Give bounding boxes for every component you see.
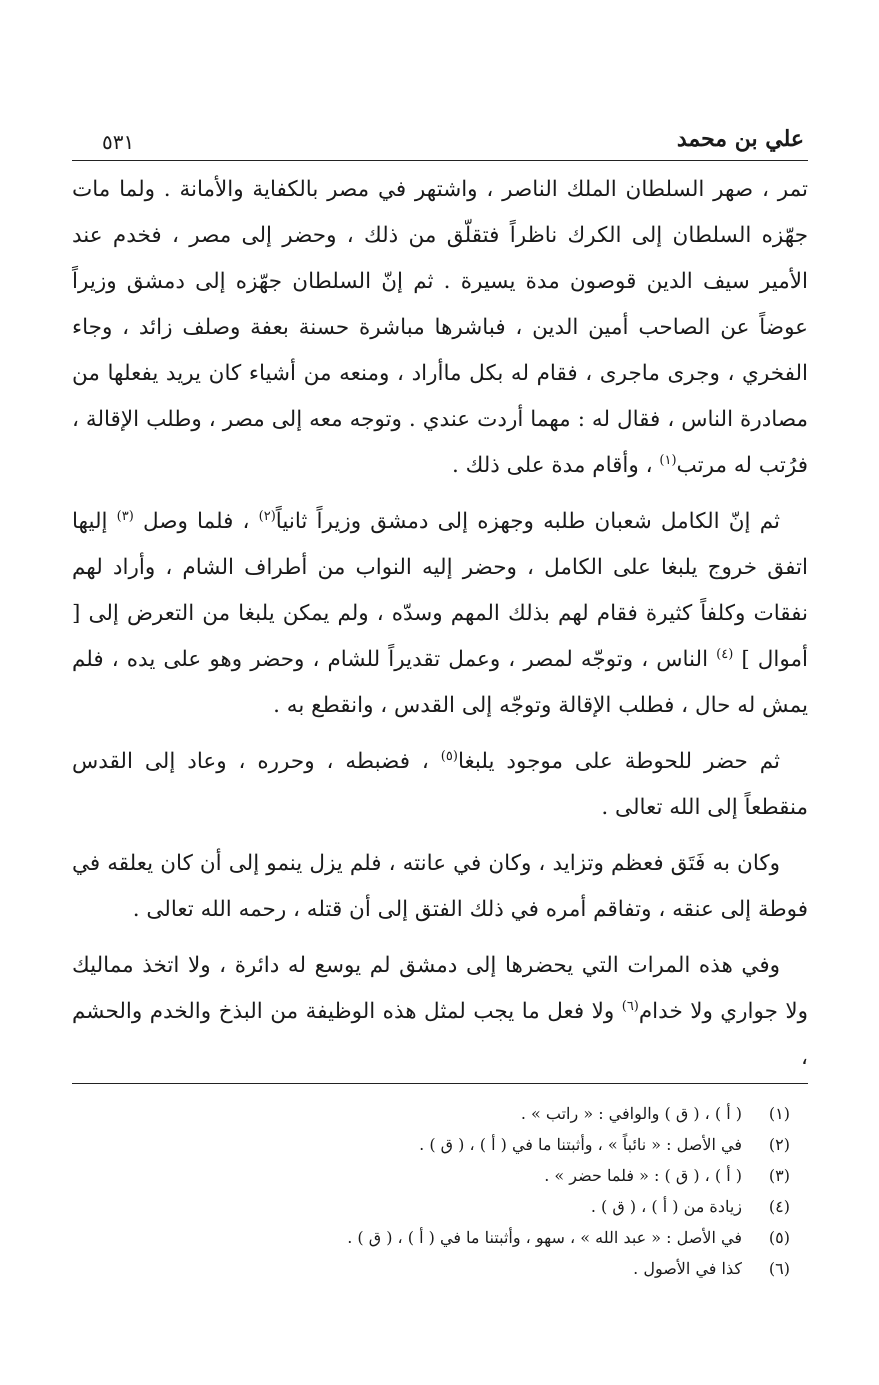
body-paragraph — [72, 167, 808, 489]
footnote-text: في الأصل : « عبد الله » ، سهو ، وأثبتنا ما في ( أ ) ، ( ق ) . — [347, 1228, 742, 1247]
footnote-text: زيادة من ( أ ) ، ( ق ) . — [590, 1197, 742, 1216]
footnote-reference: (٦) — [621, 998, 639, 1014]
footnote-item — [72, 1253, 790, 1284]
footnote-reference: (٢) — [258, 508, 276, 524]
text-segment: تمر ، صهر السلطان الملك الناصر ، واشتهر في مصر بالكفاية والأمانة . ولما مات جهّزه السلطان إلى الكرك ناظراً فتقلّق من ذلك ، وحضر إلى مصر ، فخدم عند الأمير سيف الدين قوصون مدة يسيرة . ثم إنّ السلطان جهّزه إلى دمشق وزيراً عوضاً عن الصاحب أمين الدين ، فباشرها مباشرة حسنة بعفة وصلف زائد ، وجاء الفخري ، وجرى ماجرى ، فقام له بكل ماأراد ، ومنعه من أشياء كان يريد يفعلها من مصادرة الناس ، فقال له : مهما أردت عندي . وتوجه معه إلى مصر ، وطلب الإقالة ، فرُتب له مرتب — [72, 177, 808, 478]
text-segment: ثم إنّ الكامل شعبان طلبه وجهزه إلى دمشق وزيراً ثانياً — [275, 509, 780, 534]
footnote-item — [72, 1222, 790, 1253]
body-paragraph — [72, 841, 808, 933]
footnote-text: في الأصل : « نائباً » ، وأثبتنا ما في ( أ ) ، ( ق ) . — [419, 1135, 742, 1154]
main-text — [72, 167, 808, 1084]
text-segment: وفي هذه المرات التي يحضرها إلى دمشق لم يوسع له دائرة ، ولا اتخذ مماليك ولا جواري ولا خدام — [72, 953, 809, 1024]
page-header — [72, 118, 808, 161]
footnote-number: (١) — [768, 1104, 790, 1123]
text-segment: إليها اتفق خروج يلبغا على الكامل ، وحضر إليه النواب من أطراف الشام ، وأراد لهم نفقات وكلفاً كثيرة فقام لهم بذلك المهم وسدّه ، ولم يمكن يلبغا من التعرض إلى [ أموال ] — [72, 509, 809, 672]
footnote-item — [72, 1098, 790, 1129]
footnote-text: ( أ ) ، ( ق ) : « فلما حضر » . — [544, 1166, 742, 1185]
footnote-reference: (٤) — [716, 646, 734, 662]
footnote-text: ( أ ) ، ( ق ) والوافي : « راتب » . — [520, 1104, 742, 1123]
footnote-number: (٦) — [768, 1259, 790, 1278]
footnote-item — [72, 1191, 790, 1222]
footnote-item — [72, 1129, 790, 1160]
text-segment: ولا فعل ما يجب لمثل هذه الوظيفة من البذخ والخدم والحشم ، — [72, 999, 808, 1070]
footnote-number: (٣) — [768, 1166, 790, 1185]
body-paragraph — [72, 499, 808, 729]
running-title: علي بن محمد — [676, 126, 804, 152]
footnote-item — [72, 1160, 790, 1191]
text-segment: وكان به فَتَق فعظم وتزايد ، وكان في عانته ، فلم يزل ينمو إلى أن كان يعلقه في فوطة إلى عنقه ، وتفاقم أمره في ذلك الفتق إلى أن قتله ، رحمه الله تعالى . — [72, 851, 808, 922]
text-segment: ، فلما وصل — [133, 509, 259, 534]
footnote-reference: (٥) — [440, 748, 458, 764]
footnote-reference: (٣) — [116, 508, 134, 524]
body-paragraph — [72, 739, 808, 831]
footnote-number: (٤) — [768, 1197, 790, 1216]
body-paragraph — [72, 943, 808, 1084]
text-segment: ثم حضر للحوطة على موجود يلبغا — [457, 749, 780, 774]
book-page — [72, 118, 808, 1318]
footnote-text: كذا في الأصول . — [633, 1259, 742, 1278]
text-segment: ، فضبطه ، وحرره ، وعاد إلى القدس منقطعاً إلى الله تعالى . — [72, 749, 808, 820]
page-number: ٥٣١ — [102, 130, 135, 154]
footnote-number: (٥) — [768, 1228, 790, 1247]
text-segment: ، وأقام مدة على ذلك . — [451, 453, 660, 478]
footnote-reference: (١) — [659, 452, 677, 468]
text-segment: الناس ، وتوجّه لمصر ، وعمل تقديراً للشام ، وحضر وهو على يده ، فلم يمش له حال ، فطلب الإقالة وتوجّه إلى القدس ، وانقطع به . — [72, 647, 808, 718]
footnotes — [72, 1098, 808, 1284]
footnote-number: (٢) — [768, 1135, 790, 1154]
